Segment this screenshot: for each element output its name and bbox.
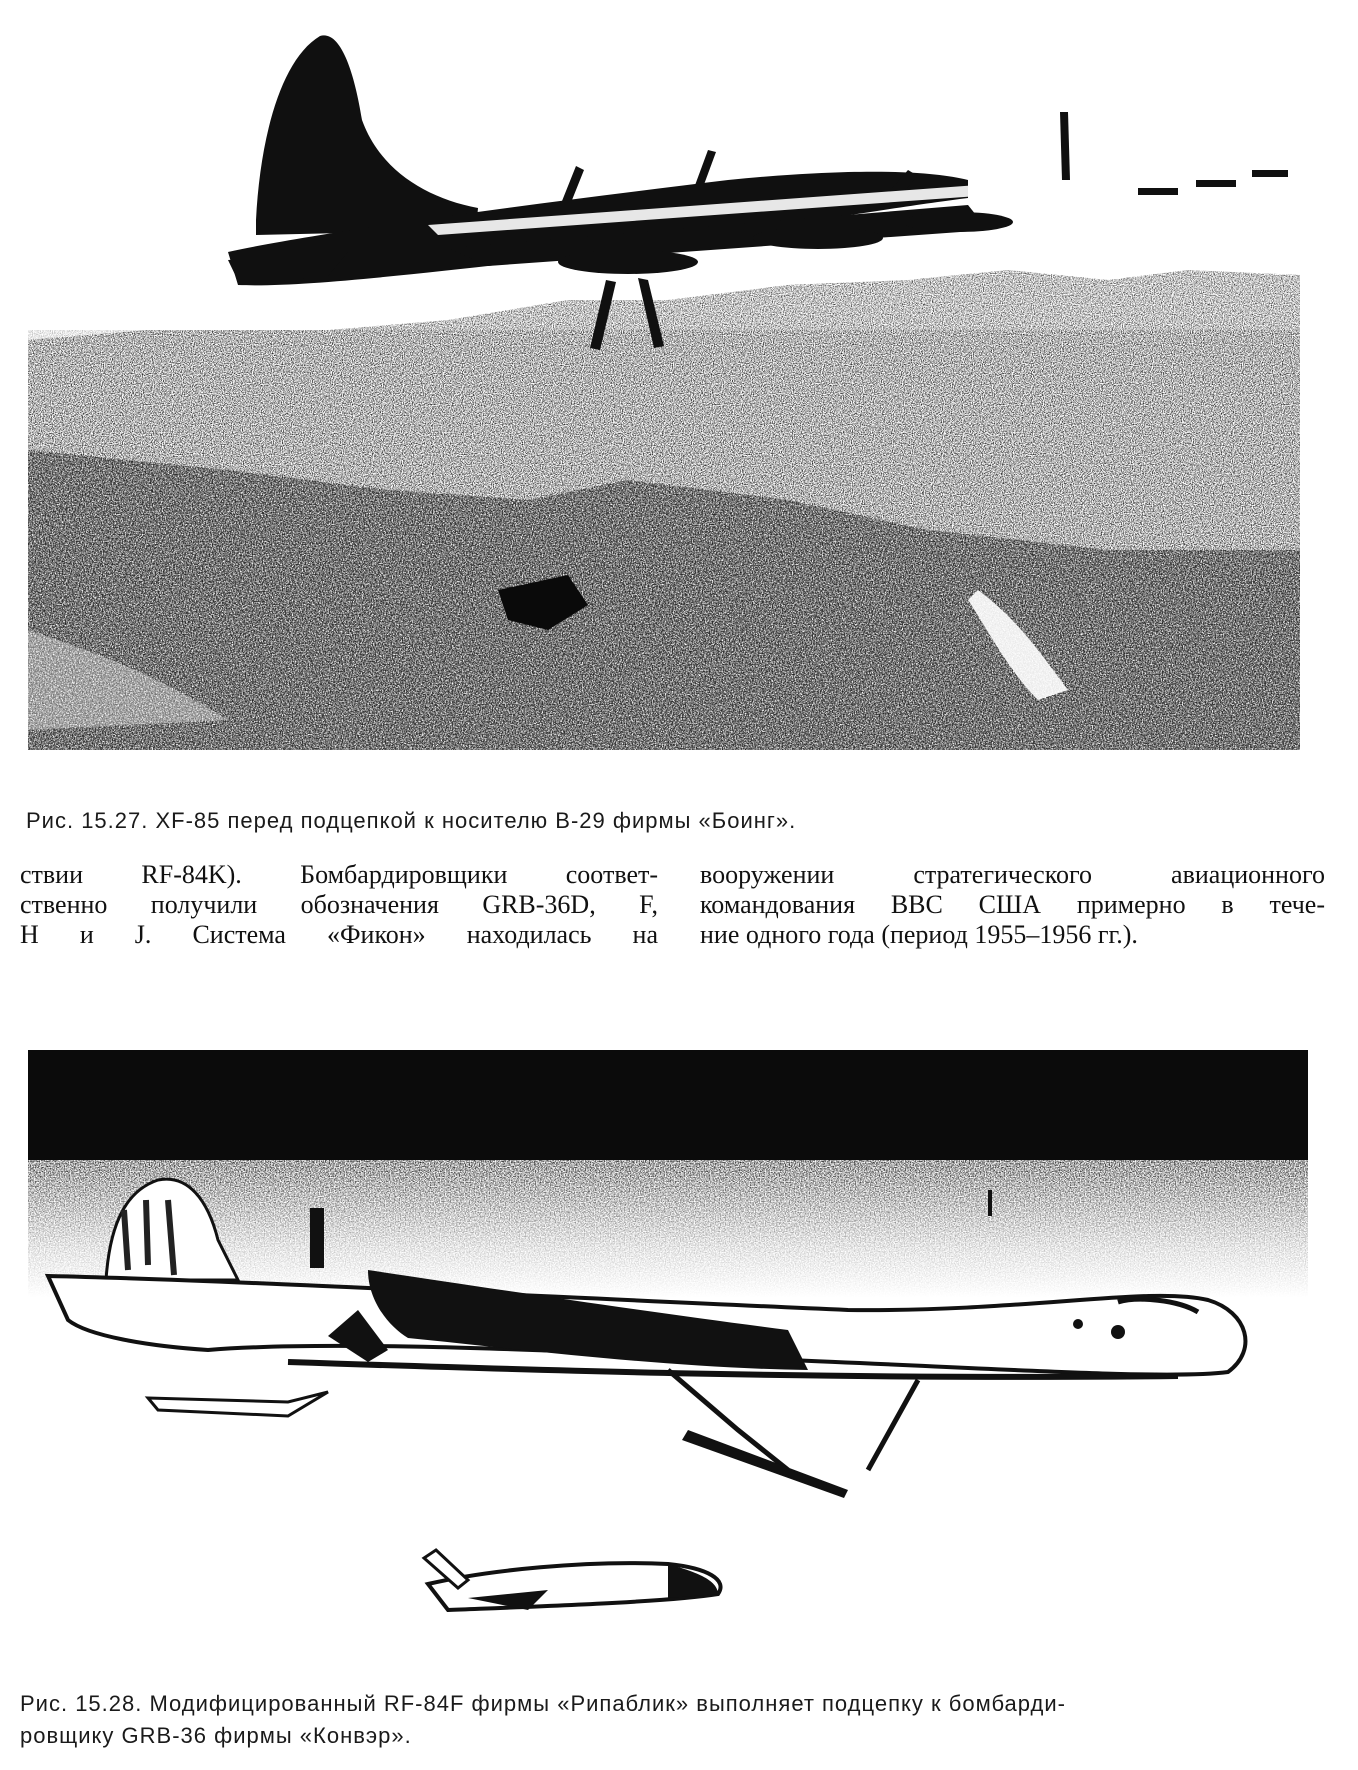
photo-b29-xf85: [28, 30, 1300, 750]
figure-caption: [20, 1688, 1066, 1752]
text-line: командования ВВС США примерно в тече-: [700, 890, 1325, 919]
photo-grb36-rf84f: [28, 1050, 1308, 1670]
text-line: ние одного года (период 1955–1956 гг.).: [700, 920, 1138, 949]
photo-grb36-rf84f-image: [28, 1050, 1308, 1670]
text-line: вооружении стратегического авиационного: [700, 860, 1325, 889]
photo-b29-xf85-image: [28, 30, 1300, 750]
caption-line: ровщику GRB-36 фирмы «Конвэр».: [20, 1723, 412, 1748]
caption-line: Рис. 15.28. Модифицированный RF-84F фирмы «Рипаблик» выполняет подцепку к бомбарди-: [20, 1691, 1066, 1716]
figure-caption: Рис. 15.27. XF-85 перед подцепкой к носителю B-29 фирмы «Боинг».: [26, 808, 797, 833]
text-line: H и J. Система «Фикон» находилась на: [20, 920, 658, 949]
text-line: ственно получили обозначения GRB-36D, F,: [20, 890, 658, 919]
body-text-right-column: [700, 860, 1325, 950]
text-line: ствии RF-84K). Бомбардировщики соответ-: [20, 860, 658, 889]
body-text-left-column: [20, 860, 658, 950]
